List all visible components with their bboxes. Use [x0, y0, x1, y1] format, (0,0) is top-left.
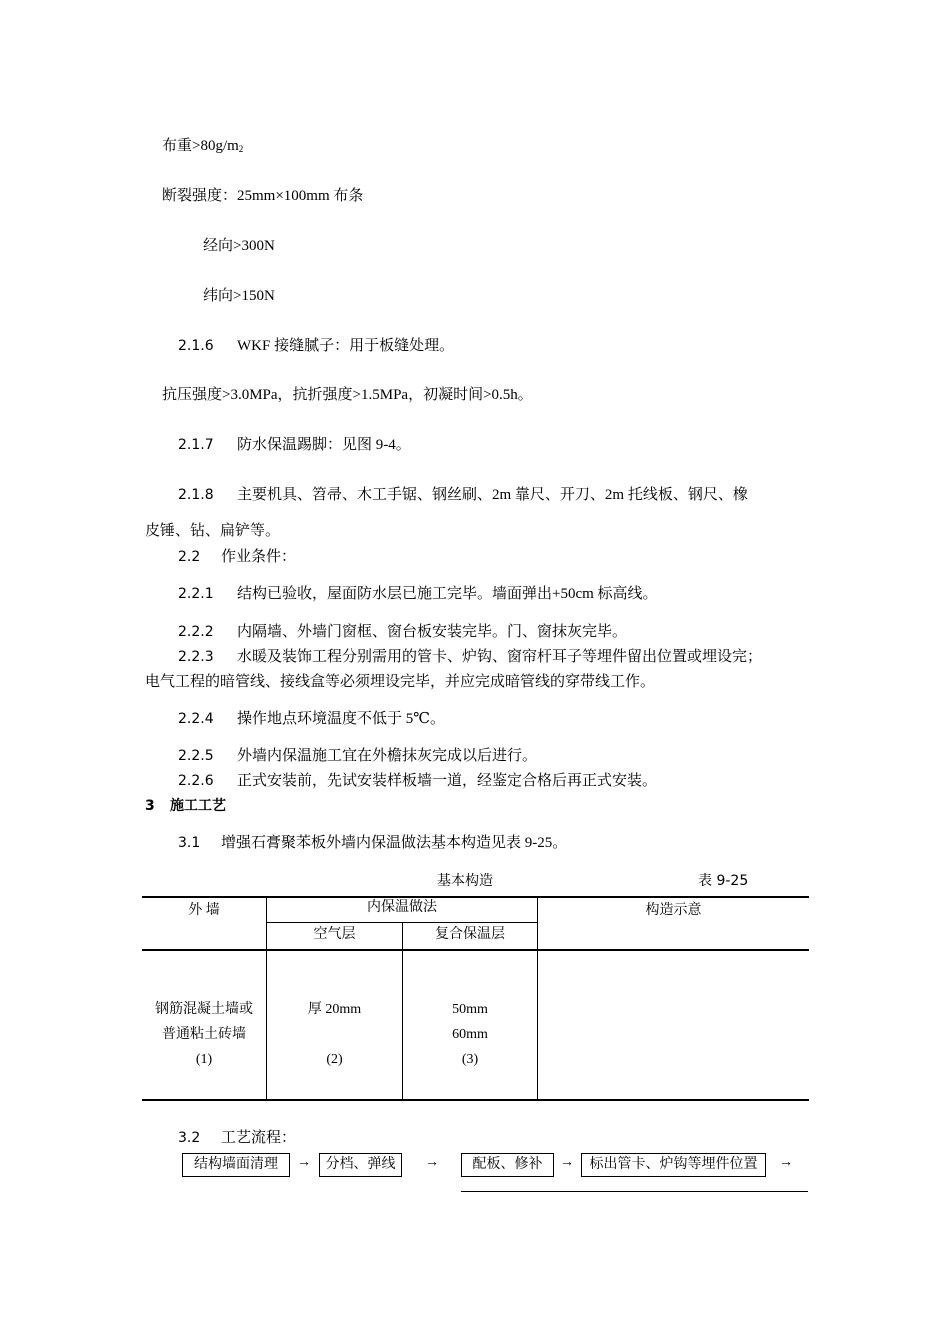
flow-step-box: 结构墙面清理 — [182, 1153, 290, 1177]
tensile-strength-line: 断裂强度：25mm×100mm 布条 — [162, 188, 364, 204]
section-number: 2.2.1 — [178, 586, 214, 602]
cell-air-index: (2) — [326, 1052, 343, 1067]
section-number: 2.2.3 — [178, 649, 214, 665]
cell-composite-line1: 50mm — [452, 1002, 488, 1017]
section-text-continuation: 皮锤、钻、扁铲等。 — [145, 523, 281, 539]
section-number: 2.2.4 — [178, 711, 214, 727]
table-number: 表 9-25 — [698, 873, 749, 889]
section-number: 2.2.6 — [178, 773, 214, 789]
chapter-number: 3 — [145, 798, 155, 814]
header-composite: 复合保温层 — [435, 927, 505, 942]
arrow-right-icon: → — [425, 1155, 439, 1170]
section-text: 作业条件： — [221, 549, 297, 565]
warp-line: 经向>300N — [203, 238, 275, 254]
section-text: 操作地点环境温度不低于 5℃。 — [237, 711, 446, 727]
section-text: 正式安装前，先试安装样板墙一道，经鉴定合格后再正式安装。 — [237, 773, 658, 789]
section-text: 外墙内保温施工宜在外檐抹灰完成以后进行。 — [237, 748, 538, 764]
section-text: 增强石膏聚苯板外墙内保温做法基本构造见表 9-25。 — [221, 835, 568, 851]
chapter-title: 施工工艺 — [170, 798, 226, 814]
header-air-layer: 空气层 — [313, 927, 356, 942]
section-text-continuation: 电气工程的暗管线、接线盒等必须埋设完毕，并应完成暗管线的穿带线工作。 — [145, 674, 656, 690]
section-number: 2.1.7 — [178, 437, 214, 453]
cell-wall-line1: 钢筋混凝土墙或 — [155, 1002, 253, 1017]
section-text: 水暖及装饰工程分别需用的管卡、炉钩、窗帘杆耳子等埋件留出位置或埋设完； — [237, 649, 763, 665]
section-text: 工艺流程： — [221, 1130, 297, 1146]
cell-wall-index: (1) — [195, 1052, 213, 1067]
cell-wall-line2: 普通粘土砖墙 — [162, 1027, 246, 1042]
section-number: 3.1 — [178, 835, 201, 851]
section-text: 结构已验收，屋面防水层已施工完毕。墙面弹出+50cm 标高线。 — [237, 586, 658, 602]
weft-line: 纬向>150N — [203, 288, 275, 304]
table-top-rule — [142, 896, 809, 898]
section-number: 3.2 — [178, 1130, 201, 1146]
cell-composite-line2: 60mm — [452, 1027, 488, 1042]
section-text: 内隔墙、外墙门窗框、窗台板安装完毕。门、窗抹灰完毕。 — [237, 624, 628, 640]
section-text: WKF 接缝腻子：用于板缝处理。 — [237, 338, 455, 354]
section-number: 2.2 — [178, 549, 201, 565]
header-outer-wall: 外 墙 — [188, 903, 220, 918]
section-number: 2.2.5 — [178, 748, 214, 764]
section-number: 2.2.2 — [178, 624, 214, 640]
header-insulation: 内保温做法 — [367, 900, 437, 915]
flow-step-box: 配板、修补 — [461, 1153, 554, 1177]
flow-step-box: 分档、弹线 — [319, 1153, 402, 1177]
table-caption: 基本构造 — [437, 873, 493, 889]
cell-composite-index: (3) — [461, 1052, 479, 1067]
header-diagram: 构造示意 — [645, 903, 702, 918]
section-text: 主要机具、笤帚、木工手锯、钢丝刷、2m 靠尺、开刀、2m 托线板、钢尺、橡 — [237, 487, 748, 503]
header-bottom-rule — [142, 949, 809, 951]
section-number: 2.1.6 — [178, 338, 214, 354]
section-number: 2.1.8 — [178, 487, 214, 503]
column-divider — [537, 897, 538, 1100]
cloth-weight-line: 布重$>80g/m_2$ — [162, 138, 244, 154]
arrow-right-icon: → — [779, 1155, 793, 1170]
arrow-right-icon: → — [297, 1155, 311, 1170]
arrow-right-icon: → — [560, 1155, 574, 1170]
cell-air-thickness: 厚 20mm — [307, 1002, 362, 1017]
putty-properties-line: 抗压强度>3.0MPa，抗折强度>1.5MPa，初凝时间>0.5h。 — [162, 387, 533, 403]
table-bottom-rule — [142, 1099, 809, 1101]
section-text: 防水保温踢脚：见图 9-4。 — [237, 437, 411, 453]
flow-continuation-line — [461, 1191, 808, 1192]
flow-step-box: 标出管卡、炉钩等埋件位置 — [581, 1153, 766, 1177]
